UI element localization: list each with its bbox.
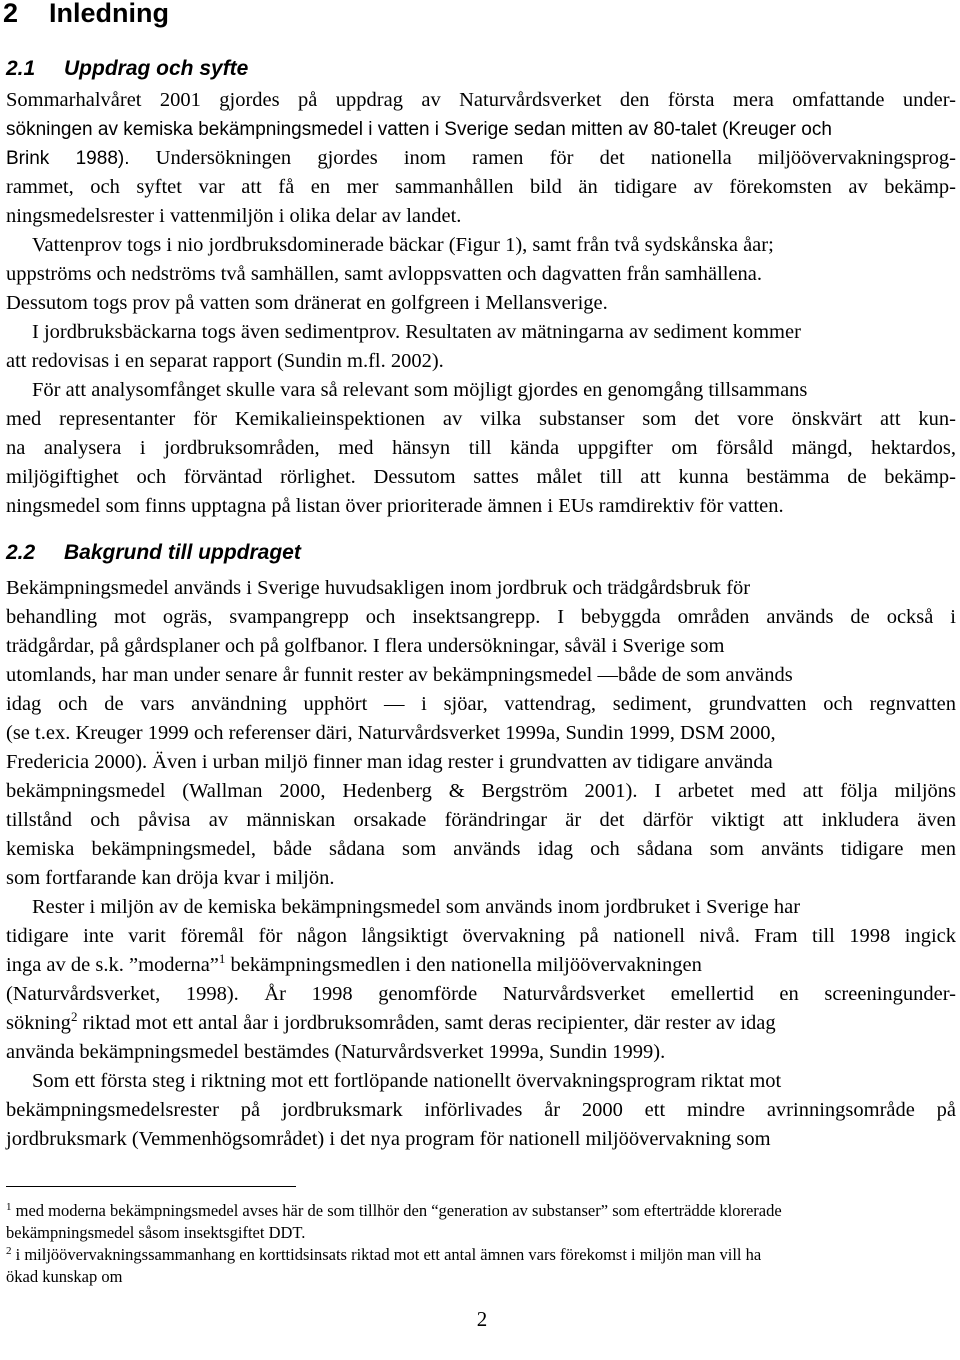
footnote-divider [6, 1186, 296, 1187]
text-line: sökningen av kemiska bekämpningsmedel i vatten i Sverige sedan mitten av 80-talet (Kreuger och [6, 119, 832, 140]
text-line: sökning$^2$ riktad mot ett antal åar i jordbruksområden, samt deras recipienter, där rester av idag [6, 1009, 776, 1034]
text-line: tidigare inte varit föremål för någon långsiktigt övervakning på nationell nivå. Fram till 1998 ingick [6, 925, 956, 947]
text-line: att redovisas i en separat rapport (Sundin m.fl. 2002). [6, 350, 444, 372]
section-2-1-body [6, 86, 956, 521]
text-line: Brink 1988). Undersökningen gjordes inom ramen för det nationella miljöövervakningsprog- [6, 147, 956, 169]
chapter-title: Inledning [49, 0, 169, 28]
text-line: inga av de s.k. ”moderna”$^1$ bekämpningsmedlen i den nationella miljöövervakningen [6, 951, 702, 976]
text-line: Rester i miljön av de kemiska bekämpningsmedel som används inom jordbruket i Sverige har [32, 896, 801, 918]
text-line: rammet, och syftet var att få en mer sammanhållen bild än tidigare av förekomsten av bekämp- [6, 176, 956, 198]
text-line: som fortfarande kan dröja kvar i miljön. [6, 867, 335, 889]
section-title: Uppdrag och syfte [64, 57, 249, 80]
section-number: 2.2 [6, 541, 36, 564]
text-line: uppströms och nedströms två samhällen, samt avloppsvatten och dagvatten från samhällena. [6, 263, 763, 285]
footnote-ref-1[interactable]: 1 [218, 951, 226, 966]
text-line: Bekämpningsmedel används i Sverige huvudsakligen inom jordbruk och trädgårdsbruk för [6, 577, 751, 599]
text-line: na analysera i jordbruksområden, med hänsyn till kända uppgifter om försåld mängd, hektardos, [6, 437, 956, 459]
text-line: bekämpningsmedel (Wallman 2000, Hedenberg & Bergström 2001). I arbetet med att följa miljöns [6, 780, 956, 802]
section-number: 2.1 [6, 57, 36, 80]
footnote-1-cont: bekämpningsmedel såsom insektsgiftet DDT. [6, 1223, 306, 1242]
text-line: För att analysomfånget skulle vara så relevant som möjligt gjordes en genomgång tillsammans [32, 379, 808, 401]
text-line: ningsmedel som finns upptagna på listan över prioriterade ämnen i EUs ramdirektiv för vatten. [6, 495, 784, 517]
text-line: Vattenprov togs i nio jordbruksdominerade bäckar (Figur 1), samt från två sydskånska åar; [32, 234, 774, 256]
section-heading-2-2 [6, 540, 301, 566]
text-line: Fredericia 2000). Även i urban miljö finner man idag rester i grundvatten av tidigare använda [6, 751, 773, 773]
footnote-2: $^2$ i miljöövervakningssammanhang en korttidsinsats riktad mot ett antal ämnen vars förekomst i miljön man vill ha [6, 1245, 762, 1264]
section-2-2-body [6, 574, 956, 1154]
section-title: Bakgrund till uppdraget [64, 541, 301, 564]
text-line: använda bekämpningsmedel bestämdes (Naturvårdsverket 1999a, Sundin 1999). [6, 1041, 666, 1063]
page-number: 2 [476, 1307, 488, 1331]
footnote-1: $^1$ med moderna bekämpningsmedel avses här de som tillhör den “generation av substanser” som efterträdde klorerade [6, 1201, 782, 1220]
text-line: Sommarhalvåret 2001 gjordes på uppdrag av Naturvårdsverket den första mera omfattande under- [6, 89, 956, 111]
text-line: jordbruksmark (Vemmenhögsområdet) i det nya program för nationell miljöövervakning som [6, 1128, 771, 1150]
text-line: ningsmedelsrester i vattenmiljön i olika delar av landet. [6, 205, 462, 227]
text-line: miljögiftighet och förväntad rörlighet. Dessutom sattes målet till att kunna bestämma de bekämp- [6, 466, 956, 488]
text-line: Som ett första steg i riktning mot ett fortlöpande nationellt övervakningsprogram riktat mot [32, 1070, 782, 1092]
footnotes [6, 1200, 956, 1288]
text-line: kemiska bekämpningsmedel, både sådana som används idag och sådana som använts tidigare men [6, 838, 956, 860]
text-line: trädgårdar, på gårdsplaner och på golfbanor. I flera undersökningar, såväl i Sverige som [6, 635, 725, 657]
footnote-ref-2[interactable]: 2 [70, 1009, 78, 1024]
text-line: tillstånd och påvisa av människan orsakade förändringar är det därför viktigt att inkludera även [6, 809, 956, 831]
section-heading-2-1 [6, 56, 248, 82]
chapter-number: 2 [3, 0, 19, 28]
chapter-heading [3, 0, 169, 29]
text-line: bekämpningsmedelsrester på jordbruksmark införlivades år 2000 ett mindre avrinningsområde på [6, 1099, 956, 1121]
text-line: (se t.ex. Kreuger 1999 och referenser däri, Naturvårdsverket 1999a, Sundin 1999, DSM 2000, [6, 722, 776, 744]
text-line: behandling mot ogräs, svampangrepp och insektsangrepp. I bebyggda områden används de också i [6, 606, 956, 628]
text-line: idag och de vars användning upphört — i sjöar, vattendrag, sediment, grundvatten och regnvatten [6, 693, 956, 715]
footnote-2-cont: ökad kunskap om [6, 1267, 123, 1286]
text-line: utomlands, har man under senare år funnit rester av bekämpningsmedel —både de som används [6, 664, 793, 686]
text-line: Dessutom togs prov på vatten som dränerat en golfgreen i Mellansverige. [6, 292, 608, 314]
text-line: (Naturvårdsverket, 1998). År 1998 genomförde Naturvårdsverket emellertid en screeningunder- [6, 983, 956, 1005]
text-line: I jordbruksbäckarna togs även sedimentprov. Resultaten av mätningarna av sediment kommer [32, 321, 801, 343]
text-line: med representanter för Kemikalieinspektionen av vilka substanser som det vore önskvärt att kun- [6, 408, 956, 430]
